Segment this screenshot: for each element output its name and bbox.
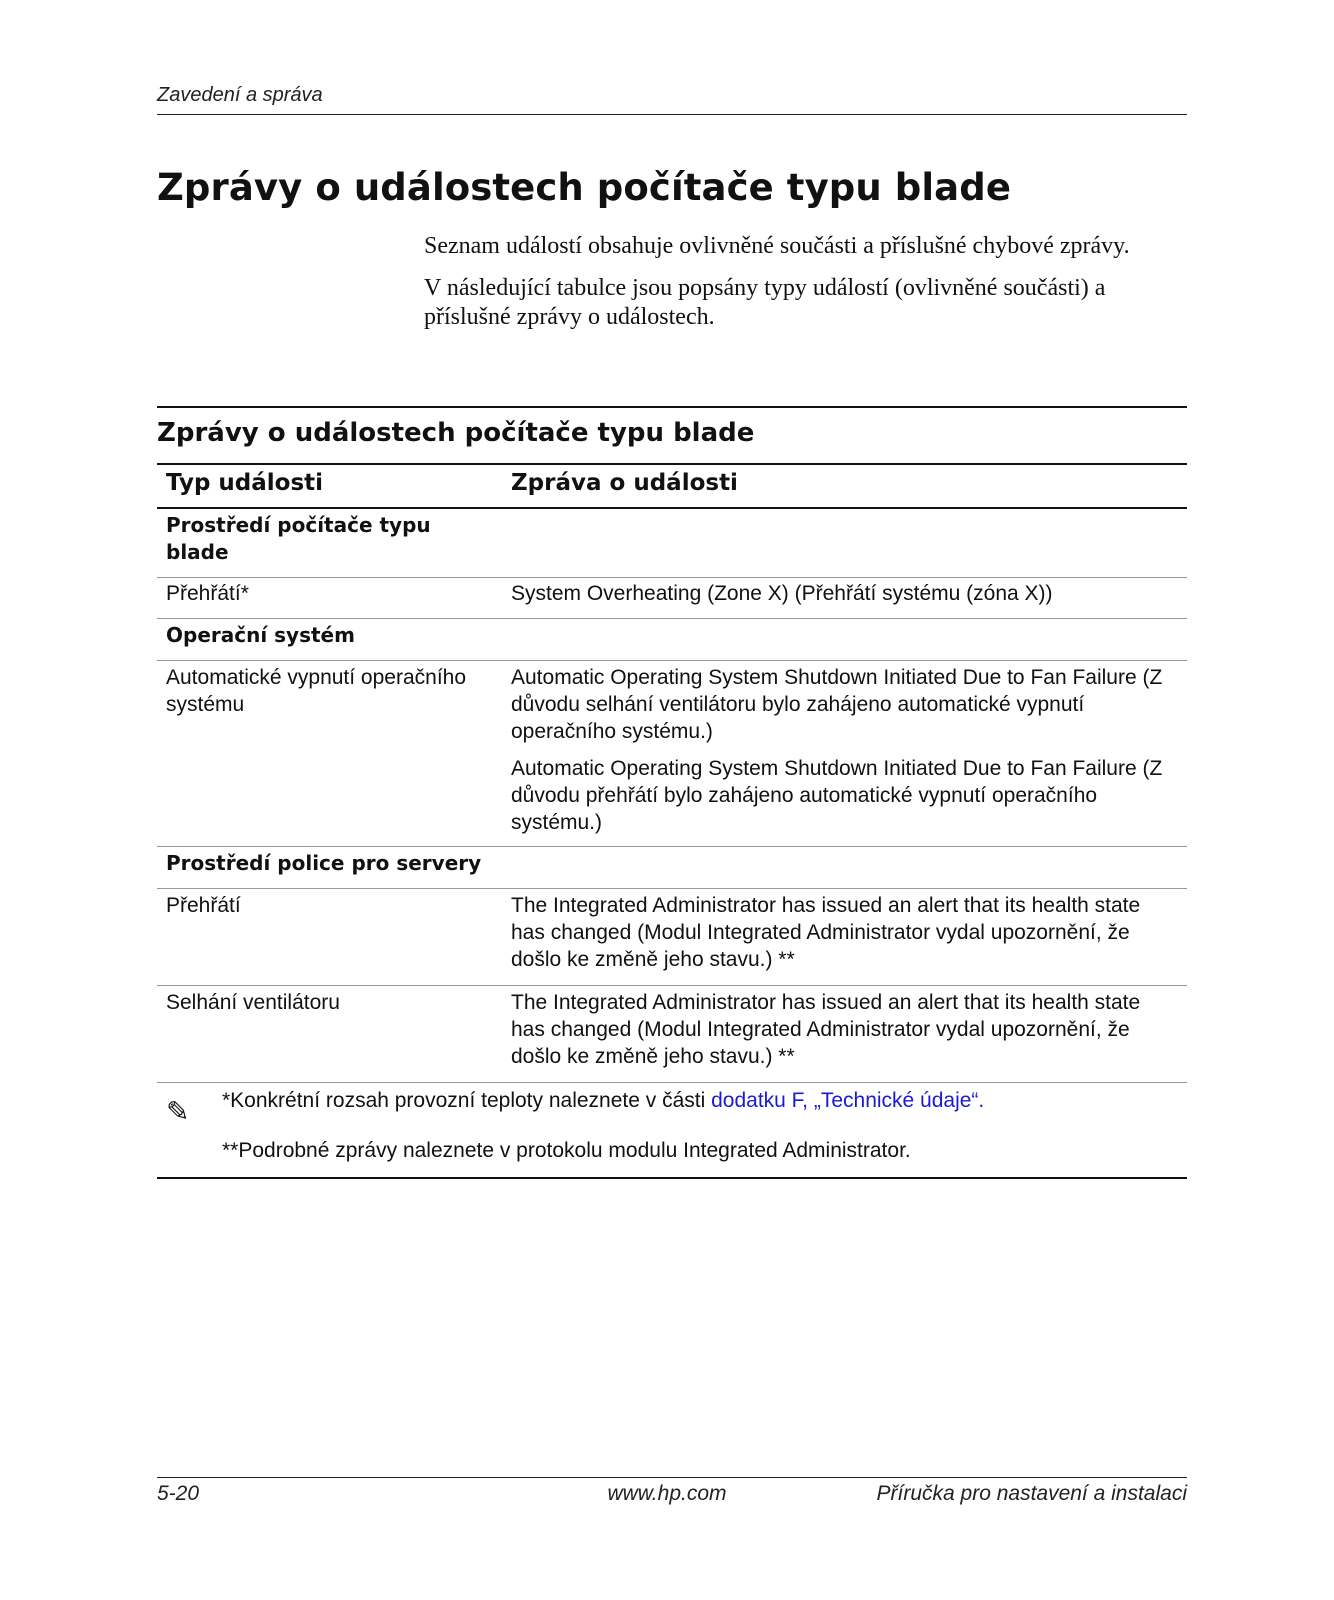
row-divider bbox=[157, 577, 1187, 578]
appendix-link[interactable]: dodatku F, „Technické údaje“. bbox=[711, 1089, 985, 1112]
footer-website: www.hp.com bbox=[607, 1482, 727, 1505]
section-heading: Prostředí počítače typu blade bbox=[166, 513, 431, 564]
footnote-1-text: *Konkrétní rozsah provozní teploty naleznete v části bbox=[222, 1089, 712, 1112]
intro-paragraph: V následující tabulce jsou popsány typy událostí (ovlivněné součásti) a příslušné zprávy o událostech. bbox=[424, 275, 1106, 330]
event-message-cell: Automatic Operating System Shutdown Initiated Due to Fan Failure (Z důvodu selhání ventilátoru bylo zahájeno automatické vypnutí operačního systému.) bbox=[511, 666, 1163, 743]
footnote-2: **Podrobné zprávy naleznete v protokolu modulu Integrated Administrator. bbox=[222, 1139, 911, 1162]
event-message-cell: The Integrated Administrator has issued an alert that its health state has changed (Modul Integrated Administrator vydal upozornění, že došlo ke změně jeho stavu.) ** bbox=[511, 991, 1141, 1068]
table-bottom-rule bbox=[157, 1177, 1187, 1179]
column-header-event-type: Typ události bbox=[166, 470, 324, 496]
page-number: 5-20 bbox=[157, 1482, 200, 1505]
event-message-cell: Automatic Operating System Shutdown Initiated Due to Fan Failure (Z důvodu přehřátí bylo zahájeno automatické vypnutí operačního systému.) bbox=[511, 757, 1163, 834]
footer-book-title: Příručka pro nastavení a instalaci bbox=[876, 1482, 1187, 1505]
table-header-bottom-rule bbox=[157, 507, 1187, 509]
header-rule bbox=[157, 114, 1187, 115]
event-message-cell: The Integrated Administrator has issued an alert that its health state has changed (Modul Integrated Administrator vydal upozornění, že došlo ke změně jeho stavu.) ** bbox=[511, 894, 1141, 971]
column-header-event-message: Zpráva o události bbox=[511, 470, 738, 496]
table-title: Zprávy o událostech počítače typu blade bbox=[157, 418, 755, 448]
row-divider bbox=[157, 846, 1187, 847]
table-header-rule bbox=[157, 463, 1187, 465]
row-divider bbox=[157, 985, 1187, 986]
table-top-rule bbox=[157, 406, 1187, 408]
section-heading: Operační systém bbox=[166, 623, 355, 647]
pencil-note-icon: ✎ bbox=[166, 1095, 190, 1128]
event-type-cell: Přehřátí* bbox=[166, 582, 249, 605]
intro-paragraph: Seznam událostí obsahuje ovlivněné součásti a příslušné chybové zprávy. bbox=[424, 233, 1130, 259]
event-type-cell: Automatické vypnutí operačního systému bbox=[166, 666, 467, 716]
section-heading: Prostředí police pro servery bbox=[166, 851, 482, 875]
row-divider bbox=[157, 888, 1187, 889]
footnote-1 bbox=[222, 1089, 984, 1113]
row-divider bbox=[157, 618, 1187, 619]
running-header: Zavedení a správa bbox=[157, 84, 323, 106]
event-type-cell: Selhání ventilátoru bbox=[166, 991, 340, 1014]
event-type-cell: Přehřátí bbox=[166, 894, 241, 917]
row-divider bbox=[157, 1082, 1187, 1083]
page-title: Zprávy o událostech počítače typu blade bbox=[157, 166, 1012, 209]
row-divider bbox=[157, 660, 1187, 661]
footer-rule bbox=[157, 1477, 1187, 1478]
event-message-cell: System Overheating (Zone X) (Přehřátí systému (zóna X)) bbox=[511, 582, 1053, 605]
intro-text bbox=[424, 232, 1192, 345]
